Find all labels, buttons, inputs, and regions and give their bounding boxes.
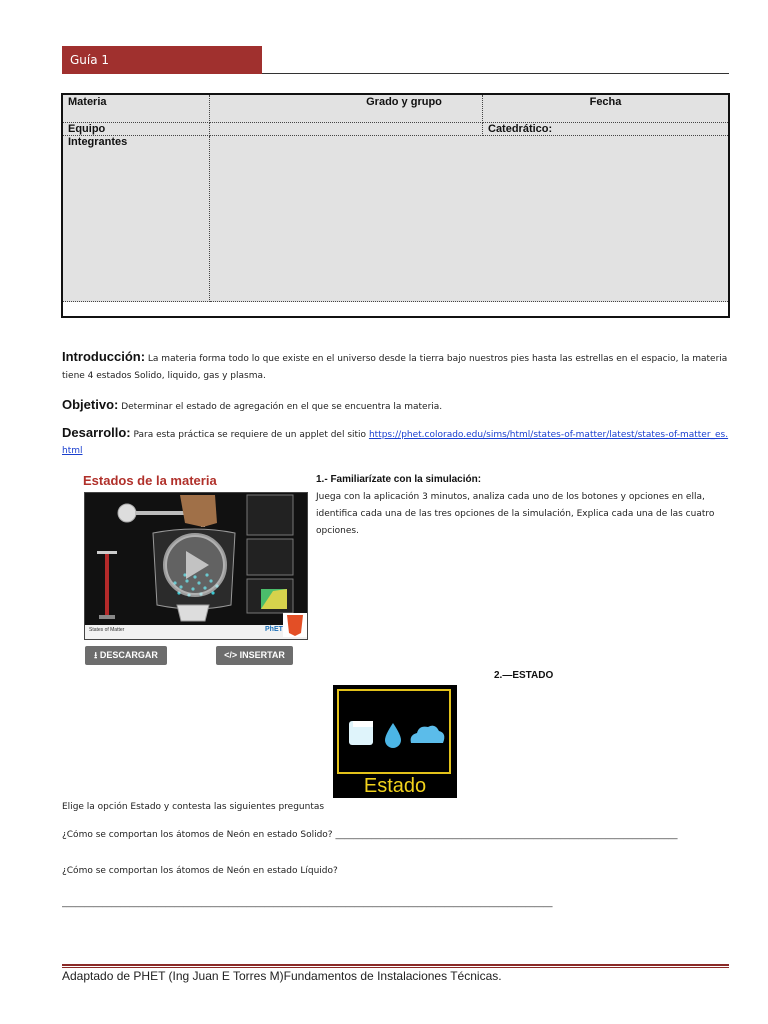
step1-title: 1.- Familiarízate con la simulación: bbox=[316, 474, 482, 485]
cloud-icon bbox=[411, 726, 445, 743]
footer-text: Adaptado de PHET (Ing Juan E Torres M)Fundamentos de Instalaciones Técnicas. bbox=[62, 969, 502, 983]
code-icon: </> bbox=[224, 650, 238, 660]
catedratico-label: Catedrático: bbox=[488, 123, 553, 135]
step1-text: Juega con la aplicación 3 minutos, analiza cada uno de los botones y opciones en ella, identifica cada una de las tres opciones de la simulación, Explica cada una de las cuatro opciones. bbox=[316, 492, 715, 536]
estado-option-image bbox=[333, 685, 457, 798]
grado-label: Grado y grupo bbox=[366, 96, 442, 108]
question-liquid: ¿Cómo se comportan los átomos de Neón en estado Líquido? bbox=[62, 866, 338, 876]
phet-link[interactable]: https://phet.colorado.edu/sims/html/states-of-matter/latest/states-of-matter_es.html bbox=[62, 430, 729, 456]
simulation-footer-label: States of Matter bbox=[89, 627, 125, 633]
objective-paragraph bbox=[62, 396, 730, 416]
embed-label: INSERTAR bbox=[239, 650, 285, 660]
question-solid: ¿Cómo se comportan los átomos de Neón en estado Solido? ____________________________________________________________________________ bbox=[62, 830, 678, 840]
development-text: Para esta práctica se requiere de un applet del sitio bbox=[133, 430, 367, 440]
equipo-cell[interactable] bbox=[63, 123, 210, 136]
equipo-value-cell[interactable] bbox=[210, 123, 483, 136]
fecha-cell[interactable] bbox=[483, 95, 728, 123]
integrantes-label: Integrantes bbox=[68, 136, 128, 148]
state-icons bbox=[339, 691, 449, 772]
simulation-title: Estados de la materia bbox=[83, 473, 217, 488]
materia-cell[interactable] bbox=[63, 95, 210, 123]
fecha-label: Fecha bbox=[589, 96, 622, 108]
questions-intro: Elige la opción Estado y contesta las siguientes preguntas bbox=[62, 802, 325, 812]
intro-text: La materia forma todo lo que existe en el universo desde la tierra bajo nuestros pies hasta las estrellas en el espacio, la materia tiene 4 estados Solido, liquido, gas y plasma. bbox=[62, 354, 728, 381]
header-rule bbox=[262, 73, 729, 74]
development-paragraph bbox=[62, 425, 730, 459]
integrantes-value-cell[interactable] bbox=[210, 136, 728, 302]
objective-title: Objetivo: bbox=[62, 397, 119, 412]
simulation-preview[interactable] bbox=[84, 492, 308, 640]
estado-frame bbox=[337, 689, 451, 774]
development-title: Desarrollo: bbox=[62, 425, 131, 440]
intro-title: Introducción: bbox=[62, 349, 146, 364]
footer-rule-thin bbox=[62, 967, 729, 968]
ice-cube-icon bbox=[349, 721, 373, 745]
phet-brand: PhET bbox=[265, 626, 283, 633]
answer-line-liquid[interactable]: _____________________________________________________________________________________________________________ bbox=[62, 898, 553, 908]
step2-title: 2.—ESTADO bbox=[494, 670, 554, 681]
simulation-scene-illustration bbox=[85, 493, 307, 639]
embed-button[interactable] bbox=[216, 646, 293, 665]
grado-cell[interactable] bbox=[210, 95, 483, 123]
info-table bbox=[61, 93, 730, 318]
equipo-label: Equipo bbox=[68, 123, 106, 135]
objective-text: Determinar el estado de agregación en el que se encuentra la materia. bbox=[121, 402, 443, 412]
download-label: DESCARGAR bbox=[99, 650, 158, 660]
footer-rule bbox=[62, 964, 729, 966]
estado-label: Estado bbox=[363, 775, 427, 797]
guide-tab: Guía 1 bbox=[62, 46, 262, 74]
download-icon: ⭳ bbox=[94, 650, 98, 660]
intro-paragraph bbox=[62, 348, 730, 385]
water-drop-icon bbox=[385, 723, 401, 748]
catedratico-cell[interactable] bbox=[483, 123, 728, 136]
download-button[interactable] bbox=[85, 646, 167, 665]
materia-label: Materia bbox=[68, 96, 107, 108]
integrantes-cell[interactable] bbox=[63, 136, 210, 302]
